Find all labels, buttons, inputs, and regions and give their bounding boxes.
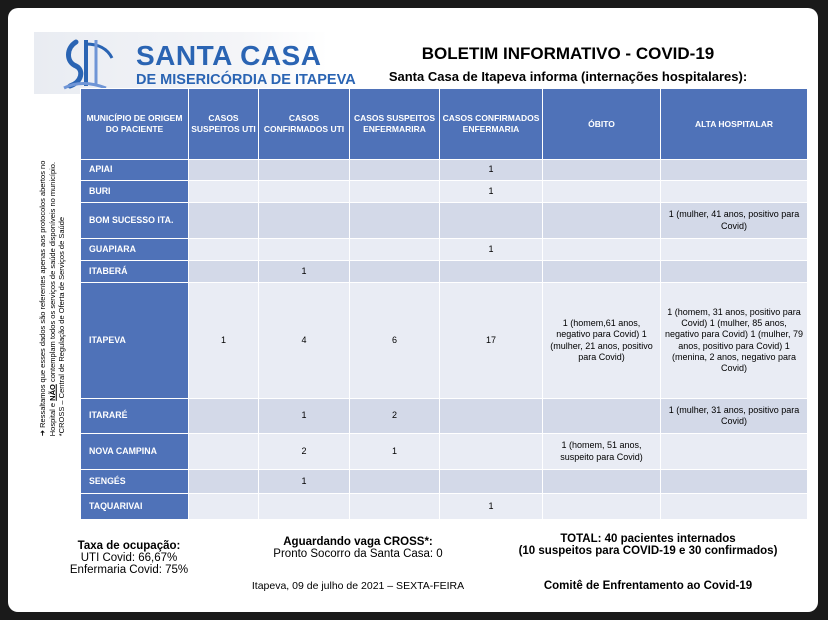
- row-municipio: BOM SUCESSO ITA.: [81, 203, 189, 239]
- cell: [440, 203, 543, 239]
- cell: [350, 470, 440, 494]
- side-note: [37, 136, 66, 437]
- row-municipio: ITABERÁ: [81, 261, 189, 283]
- cell: [661, 160, 808, 181]
- bulletin-date: Itapeva, 09 de julho de 2021 – SEXTA-FEIRA: [251, 580, 465, 592]
- santa-casa-logo-icon: [56, 36, 126, 92]
- cell: [189, 239, 259, 261]
- cell: [350, 160, 440, 181]
- table-row: [81, 494, 808, 520]
- row-municipio: NOVA CAMPINA: [81, 434, 189, 470]
- cell: 2: [350, 399, 440, 434]
- cell: [440, 399, 543, 434]
- cell: 1: [259, 399, 350, 434]
- table-row: [81, 470, 808, 494]
- bulletin-card: [8, 8, 818, 612]
- table-row: [81, 181, 808, 203]
- col-header-suspeitos-uti: CASOS SUSPEITOS UTI: [189, 89, 259, 160]
- table-header-row: [81, 89, 808, 160]
- cell: 1 (mulher, 31 anos, positivo para Covid): [661, 399, 808, 434]
- col-header-alta: ALTA HOSPITALAR: [661, 89, 808, 160]
- committee-name: Comitê de Enfrentamento ao Covid-19: [543, 580, 753, 592]
- cross-waiting-title: Aguardando vaga CROSS*:: [283, 536, 433, 548]
- cell: [189, 203, 259, 239]
- total-detail: (10 suspeitos para COVID-19 e 30 confirmados): [518, 545, 778, 557]
- row-municipio: BURI: [81, 181, 189, 203]
- santa-casa-logo: [34, 32, 356, 94]
- cell: 2: [259, 434, 350, 470]
- bulletin-subtitle: Santa Casa de Itapeva informa (internações hospitalares):: [388, 69, 748, 84]
- row-municipio: ITARARÉ: [81, 399, 189, 434]
- hospitalization-table: [80, 88, 808, 520]
- table-row: [81, 203, 808, 239]
- col-header-suspeitos-enfermaria: CASOS SUSPEITOS ENFERMARIRA: [350, 89, 440, 160]
- logo-subtitle: DE MISERICÓRDIA DE ITAPEVA: [136, 72, 356, 88]
- row-municipio: SENGÉS: [81, 470, 189, 494]
- cell: [189, 494, 259, 520]
- occupancy-uti: UTI Covid: 66,67%: [80, 552, 178, 564]
- cell: [543, 160, 661, 181]
- cell: 4: [259, 283, 350, 399]
- cell: [543, 470, 661, 494]
- table-row: [81, 160, 808, 181]
- cell: [543, 494, 661, 520]
- cell: 1: [440, 494, 543, 520]
- cell: [543, 203, 661, 239]
- cell: [543, 239, 661, 261]
- table-row: [81, 399, 808, 434]
- cell: [189, 160, 259, 181]
- table-row: [81, 239, 808, 261]
- cell: 1 (homem,61 anos, negativo para Covid) 1 (mulher, 21 anos, positivo para Covid): [543, 283, 661, 399]
- side-note-line1: ➜ Ressaltamos que esses dados são referentes apenas aos protocolos abertos no: [37, 160, 47, 437]
- side-note-line3: *CROSS – Central de Regulação de Oferta de Serviços de Saúde: [56, 216, 66, 437]
- side-note-line2: Hospital e NÃO contemplam todos os serviços de saúde disponíveis no município.: [47, 161, 57, 437]
- cell: 1: [440, 181, 543, 203]
- cell: [350, 181, 440, 203]
- occupancy-enfermaria: Enfermaria Covid: 75%: [69, 564, 189, 576]
- cell: [543, 261, 661, 283]
- cell: [543, 399, 661, 434]
- col-header-confirmados-uti: CASOS CONFIRMADOS UTI: [259, 89, 350, 160]
- row-municipio: ITAPEVA: [81, 283, 189, 399]
- cell: [189, 181, 259, 203]
- cell: [661, 470, 808, 494]
- cell: 1: [259, 261, 350, 283]
- cell: [259, 181, 350, 203]
- cell: [189, 470, 259, 494]
- col-header-confirmados-enfermaria: CASOS CONFIRMADOS ENFERMARIA: [440, 89, 543, 160]
- bulletin-title: BOLETIM INFORMATIVO - COVID-19: [421, 44, 715, 63]
- cell: [259, 494, 350, 520]
- table-row: [81, 283, 808, 399]
- cell: 1 (homem, 31 anos, positivo para Covid) 1 (mulher, 85 anos, negativo para Covid) 1 (mulher, 79 anos, positivo para Covid) 1 (menina, 2 anos, negativo para Covid): [661, 283, 808, 399]
- cell: [661, 494, 808, 520]
- table-row: [81, 261, 808, 283]
- cell: [189, 261, 259, 283]
- cell: [350, 203, 440, 239]
- cell: 17: [440, 283, 543, 399]
- cell: 1: [440, 160, 543, 181]
- cell: [661, 181, 808, 203]
- col-header-obito: ÓBITO: [543, 89, 661, 160]
- cell: [189, 399, 259, 434]
- cross-waiting-block: [248, 536, 468, 560]
- cell: [661, 261, 808, 283]
- cell: [259, 160, 350, 181]
- cell: 1 (homem, 51 anos, suspeito para Covid): [543, 434, 661, 470]
- cell: 1: [350, 434, 440, 470]
- pronto-socorro-count: Pronto Socorro da Santa Casa: 0: [273, 548, 443, 560]
- cell: [440, 261, 543, 283]
- cell: 1 (mulher, 41 anos, positivo para Covid): [661, 203, 808, 239]
- occupancy-block: [54, 540, 204, 576]
- row-municipio: APIAI: [81, 160, 189, 181]
- total-block: [488, 533, 808, 557]
- cell: [661, 239, 808, 261]
- cell: 6: [350, 283, 440, 399]
- logo-title: SANTA CASA: [136, 40, 322, 71]
- total-patients: TOTAL: 40 pacientes internados: [560, 533, 736, 545]
- col-header-municipio: MUNICÍPIO DE ORIGEM DO PACIENTE: [81, 89, 189, 160]
- cell: [259, 203, 350, 239]
- cell: [350, 239, 440, 261]
- cell: 1: [440, 239, 543, 261]
- cell: [189, 434, 259, 470]
- row-municipio: GUAPIARA: [81, 239, 189, 261]
- occupancy-title: Taxa de ocupação:: [77, 540, 181, 552]
- cell: 1: [189, 283, 259, 399]
- cell: [440, 434, 543, 470]
- cell: [259, 239, 350, 261]
- cell: 1: [259, 470, 350, 494]
- table-row: [81, 434, 808, 470]
- cell: [350, 494, 440, 520]
- cell: [350, 261, 440, 283]
- row-municipio: TAQUARIVAI: [81, 494, 189, 520]
- cell: [661, 434, 808, 470]
- cell: [543, 181, 661, 203]
- cell: [440, 470, 543, 494]
- committee-block: [488, 580, 808, 592]
